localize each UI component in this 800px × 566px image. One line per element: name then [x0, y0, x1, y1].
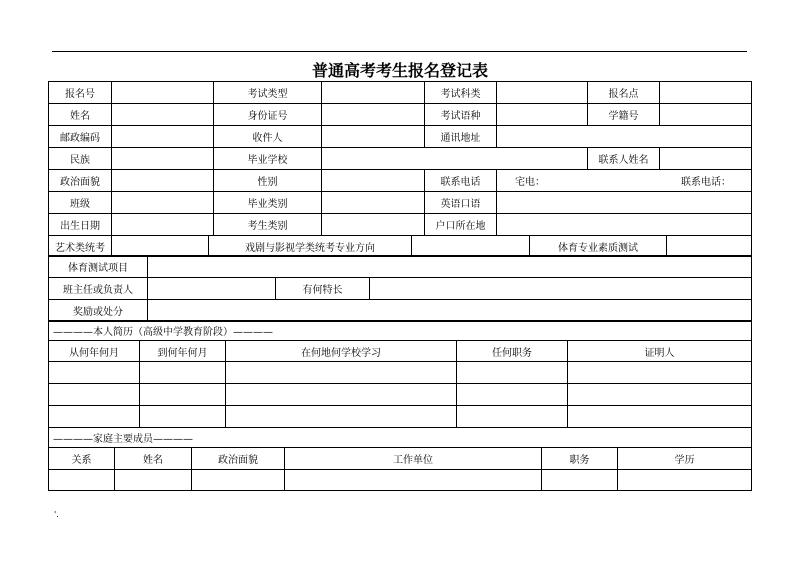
resume-header-witness: 证明人: [568, 341, 752, 362]
label-gender: 性别: [214, 170, 322, 192]
family-header-relation: 关系: [49, 448, 115, 470]
resume-cell[interactable]: [568, 406, 752, 428]
field-political-status[interactable]: [112, 170, 214, 192]
field-drama-film-direction[interactable]: [412, 236, 530, 257]
label-contact-phone: 联系电话: [425, 170, 497, 192]
resume-cell[interactable]: [226, 362, 457, 384]
footer-mark: '.: [54, 510, 59, 519]
label-awards-punishments: 奖励或处分: [49, 300, 148, 322]
form-title: 普通高考考生报名登记表: [311, 61, 488, 80]
field-household-registration[interactable]: [497, 214, 752, 236]
home-phone-label: 宅电：: [515, 177, 545, 188]
resume-header-school: 在何地何学校学习: [226, 341, 457, 362]
remarks-table: [48, 255, 752, 322]
resume-cell[interactable]: [140, 362, 226, 384]
field-sports-test-items[interactable]: [148, 256, 752, 278]
field-sports-quality-test[interactable]: [667, 236, 752, 257]
field-class[interactable]: [112, 192, 214, 214]
field-postal-code[interactable]: [112, 126, 214, 148]
field-registration-no[interactable]: [112, 82, 214, 104]
field-exam-subject[interactable]: [497, 82, 588, 104]
resume-cell[interactable]: [49, 384, 140, 406]
resume-cell[interactable]: [457, 406, 568, 428]
field-student-no[interactable]: [660, 104, 752, 126]
family-header-employer: 工作单位: [285, 448, 542, 470]
label-id-number: 身份证号: [214, 104, 322, 126]
label-sports-quality-test: 体育专业素质测试: [530, 236, 667, 257]
basic-info-table: [48, 81, 752, 236]
label-graduation-type: 毕业类别: [214, 192, 322, 214]
field-mailing-address[interactable]: [497, 126, 752, 148]
label-sports-test-items: 体育测试项目: [49, 256, 148, 278]
top-rule: [52, 51, 747, 52]
resume-header-from: 从何年何月: [49, 341, 140, 362]
resume-table: [48, 320, 752, 428]
resume-cell[interactable]: [226, 406, 457, 428]
resume-section-title: ————本人简历（高级中学教育阶段）————: [49, 321, 752, 341]
family-header-position: 职务: [542, 448, 618, 470]
label-student-no: 学籍号: [588, 104, 660, 126]
field-phone-group[interactable]: [497, 170, 752, 192]
field-head-teacher[interactable]: [148, 278, 276, 300]
mobile-phone-label: 联系电话：: [681, 177, 731, 188]
field-oral-english[interactable]: [497, 192, 752, 214]
field-awards-punishments[interactable]: [148, 300, 752, 322]
family-cell[interactable]: [285, 470, 542, 491]
field-registration-site[interactable]: [660, 82, 752, 104]
resume-cell[interactable]: [568, 362, 752, 384]
resume-cell[interactable]: [140, 384, 226, 406]
label-name: 姓名: [49, 104, 112, 126]
field-special-skills[interactable]: [370, 278, 752, 300]
field-exam-language[interactable]: [497, 104, 588, 126]
field-name[interactable]: [112, 104, 214, 126]
family-header-education: 学历: [618, 448, 752, 470]
family-section-title: ————家庭主要成员————: [49, 428, 752, 448]
family-cell[interactable]: [618, 470, 752, 491]
family-cell[interactable]: [192, 470, 285, 491]
resume-header-to: 到何年何月: [140, 341, 226, 362]
field-id-number[interactable]: [322, 104, 425, 126]
label-oral-english: 英语口语: [425, 192, 497, 214]
family-cell[interactable]: [49, 470, 115, 491]
field-art-exam[interactable]: [112, 236, 209, 257]
art-sports-table: [48, 235, 752, 257]
field-graduation-type[interactable]: [322, 192, 425, 214]
resume-cell[interactable]: [457, 384, 568, 406]
field-birth-date[interactable]: [112, 214, 214, 236]
label-mailing-address: 通讯地址: [425, 126, 497, 148]
resume-cell[interactable]: [457, 362, 568, 384]
label-drama-film-direction: 戏剧与影视学类统考专业方向: [209, 236, 412, 257]
resume-cell[interactable]: [568, 384, 752, 406]
label-postal-code: 邮政编码: [49, 126, 112, 148]
label-head-teacher: 班主任或负责人: [49, 278, 148, 300]
resume-cell[interactable]: [140, 406, 226, 428]
family-cell[interactable]: [115, 470, 192, 491]
family-cell[interactable]: [542, 470, 618, 491]
label-exam-type: 考试类型: [214, 82, 322, 104]
field-ethnicity[interactable]: [112, 148, 214, 170]
label-candidate-type: 考生类别: [214, 214, 322, 236]
field-exam-type[interactable]: [322, 82, 425, 104]
resume-cell[interactable]: [226, 384, 457, 406]
field-contact-name[interactable]: [660, 148, 752, 170]
label-registration-site: 报名点: [588, 82, 660, 104]
label-political-status: 政治面貌: [49, 170, 112, 192]
field-candidate-type[interactable]: [322, 214, 425, 236]
label-contact-name: 联系人姓名: [588, 148, 660, 170]
resume-cell[interactable]: [49, 362, 140, 384]
label-special-skills: 有何特长: [276, 278, 370, 300]
resume-header-position: 任何职务: [457, 341, 568, 362]
field-graduation-school[interactable]: [322, 148, 588, 170]
family-header-political-status: 政治面貌: [192, 448, 285, 470]
label-art-exam: 艺术类统考: [49, 236, 112, 257]
label-exam-subject: 考试科类: [425, 82, 497, 104]
label-birth-date: 出生日期: [49, 214, 112, 236]
family-header-name: 姓名: [115, 448, 192, 470]
label-household-registration: 户口所在地: [425, 214, 497, 236]
label-graduation-school: 毕业学校: [214, 148, 322, 170]
resume-cell[interactable]: [49, 406, 140, 428]
label-exam-language: 考试语种: [425, 104, 497, 126]
label-recipient: 收件人: [214, 126, 322, 148]
field-gender[interactable]: [322, 170, 425, 192]
label-registration-no: 报名号: [49, 82, 112, 104]
label-class: 班级: [49, 192, 112, 214]
family-table: [48, 427, 752, 491]
label-ethnicity: 民族: [49, 148, 112, 170]
field-recipient[interactable]: [322, 126, 425, 148]
